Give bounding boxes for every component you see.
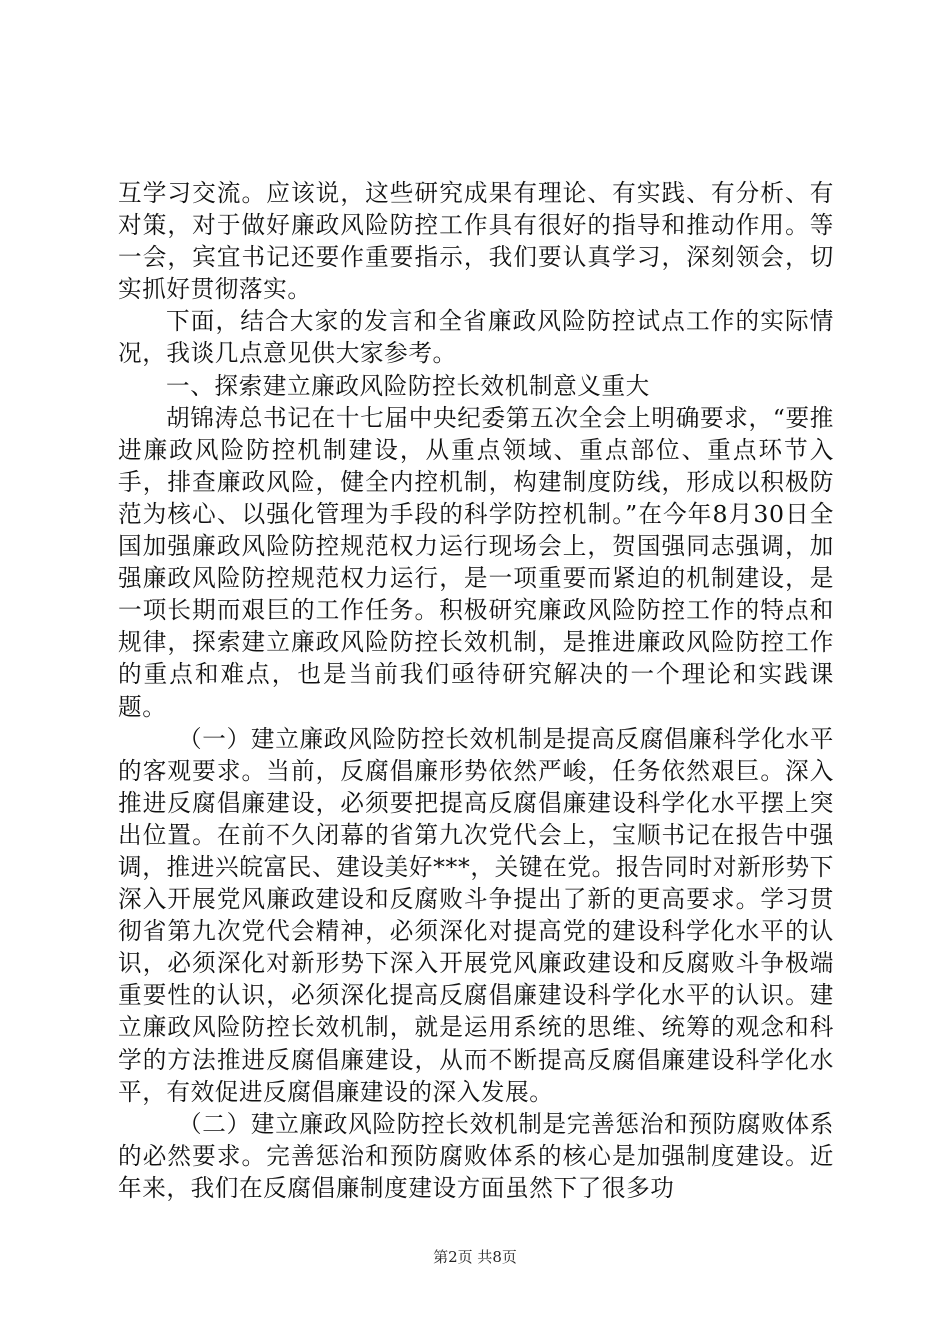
paragraph-point-one: （一）建立廉政风险防控长效机制是提高反腐倡廉科学化水平的客观要求。当前，反腐倡廉形势依然严峻，任务依然艰巨。深入推进反腐倡廉建设，必须要把提高反腐倡廉建设科学化水平摆上突出位置。在前不久闭幕的省第九次党代会上，宝顺书记在报告中强调，推进兴皖富民、建设美好***，关键在党。报告同时对新形势下深入开展党风廉政建设和反腐败斗争提出了新的更高要求。学习贯彻省第九次党代会精神，必须深化对提高党的建设科学化水平的认识，必须深化对新形势下深入开展党风廉政建设和反腐败斗争极端重要性的认识，必须深化提高反腐倡廉建设科学化水平的认识。建立廉政风险防控长效机制，就是运用系统的思维、统筹的观念和科学的方法推进反腐倡廉建设，从而不断提高反腐倡廉建设科学化水平，有效促进反腐倡廉建设的深入发展。 [118,724,834,1106]
document-body [118,177,834,1204]
paragraph-point-two: （二）建立廉政风险防控长效机制是完善惩治和预防腐败体系的必然要求。完善惩治和预防腐败体系的核心是加强制度建设。近年来，我们在反腐倡廉制度建设方面虽然下了很多功 [118,1109,834,1202]
paragraph-intro: 下面，结合大家的发言和全省廉政风险防控试点工作的实际情况，我谈几点意见供大家参考。 [118,307,834,368]
paragraph-body: 胡锦涛总书记在十七届中央纪委第五次全会上明确要求，“要推进廉政风险防控机制建设，从重点领域、重点部位、重点环节入手，排查廉政风险，健全内控机制，构建制度防线，形成以积极防范为核心、以强化管理为手段的科学防控机制。”在今年8月30日全国加强廉政风险防控规范权力运行现场会上，贺国强同志强调，加强廉政风险防控规范权力运行，是一项重要而紧迫的机制建设，是一项长期而艰巨的工作任务。积极研究廉政风险防控工作的特点和规律，探索建立廉政风险防控长效机制，是推进廉政风险防控工作的重点和难点，也是当前我们亟待研究解决的一个理论和实践课题。 [118,403,834,721]
section-heading: 一、探索建立廉政风险防控长效机制意义重大 [166,371,650,400]
page-number: 第2页 共8页 [433,1248,517,1266]
paragraph-continuation: 互学习交流。应该说，这些研究成果有理论、有实践、有分析、有对策，对于做好廉政风险防控工作具有很好的指导和推动作用。等一会，宾宜书记还要作重要指示，我们要认真学习，深刻领会，切实抓好贯彻落实。 [118,179,834,304]
